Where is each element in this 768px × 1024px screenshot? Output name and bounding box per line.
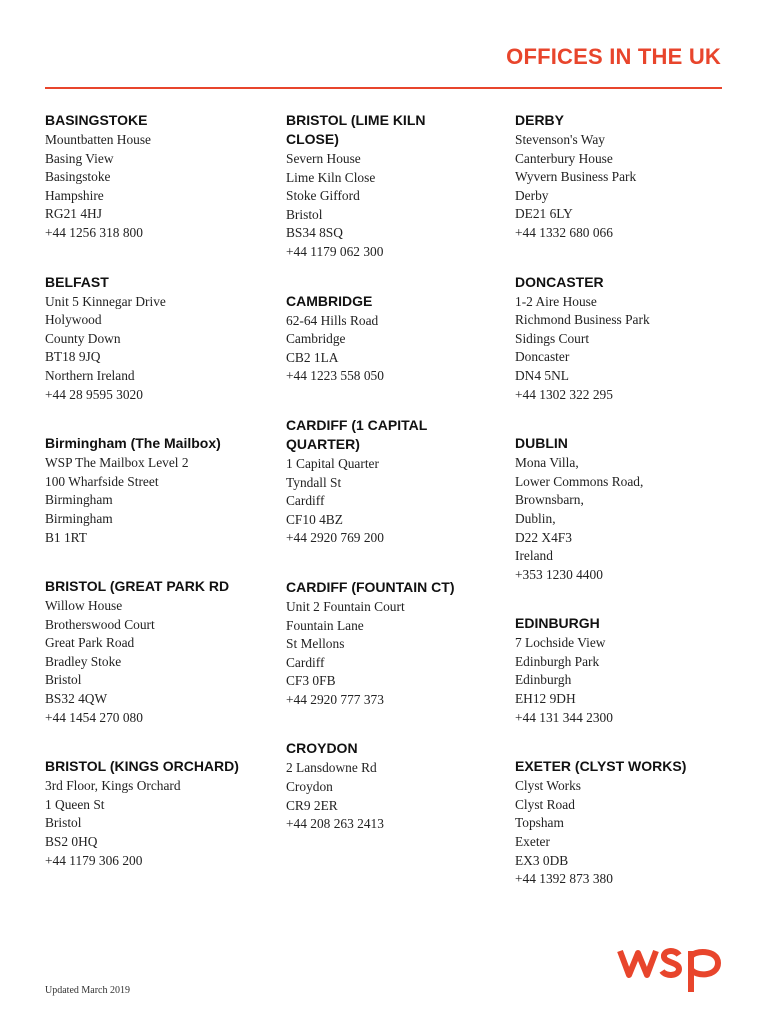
office-column-3 [515, 111, 725, 919]
address-line: DE21 6LY [515, 206, 573, 222]
page-title: OFFICES IN THE UK [506, 44, 721, 69]
office-address [45, 454, 250, 547]
office-entry [515, 614, 725, 727]
address-line: County Down [45, 330, 121, 346]
address-line: Bristol [286, 206, 323, 222]
office-column-1 [45, 111, 250, 900]
office-name: EDINBURGH [515, 615, 600, 632]
office-address [286, 455, 476, 548]
office-name: BELFAST [45, 273, 109, 290]
address-line: Fountain Lane [286, 617, 364, 633]
address-line: +44 131 344 2300 [515, 709, 613, 725]
address-line: +44 1223 558 050 [286, 368, 384, 384]
address-line: Ireland [515, 548, 553, 564]
address-line: 3rd Floor, Kings Orchard [45, 778, 181, 794]
address-line: +44 1332 680 066 [515, 224, 613, 240]
office-address [286, 759, 476, 833]
address-line: Doncaster [515, 349, 570, 365]
office-address [515, 131, 725, 243]
address-line: 1 Queen St [45, 796, 105, 812]
office-entry [45, 111, 250, 243]
address-line: Clyst Road [515, 796, 575, 812]
address-line: Basingstoke [45, 169, 111, 185]
address-line: Stevenson's Way [515, 132, 605, 147]
address-line: B1 1RT [45, 529, 87, 545]
office-address [515, 777, 725, 889]
office-name: CARDIFF (FOUNTAIN CT) [286, 578, 455, 595]
address-line: CF10 4BZ [286, 511, 343, 527]
address-line: Hampshire [45, 187, 104, 203]
address-line: Canterbury House [515, 150, 613, 166]
office-name: Birmingham (The Mailbox) [45, 435, 221, 452]
office-name: DERBY [515, 112, 565, 128]
office-entry [286, 578, 476, 710]
address-line: Tyndall St [286, 474, 342, 490]
address-line: Dublin, [515, 510, 556, 526]
office-name: BRISTOL (GREAT PARK RD [45, 578, 230, 595]
office-name: CROYDON [286, 740, 358, 757]
address-line: +44 2920 777 373 [286, 691, 384, 707]
office-name: DONCASTER [515, 273, 604, 290]
address-line: Bristol [45, 672, 82, 688]
address-line: 7 Lochside View [515, 635, 606, 651]
address-line: Great Park Road [45, 635, 135, 651]
address-line: BS2 0HQ [45, 834, 98, 850]
address-line: Unit 2 Fountain Court [286, 598, 405, 614]
address-line: Mountbatten House [45, 132, 151, 147]
office-address [515, 634, 725, 727]
address-line: CF3 0FB [286, 673, 336, 689]
office-name: CAMBRIDGE [286, 292, 373, 309]
office-name: BASINGSTOKE [45, 112, 148, 128]
address-line: Cardiff [286, 654, 325, 670]
address-line: Richmond Business Park [515, 312, 650, 328]
office-entry [286, 416, 476, 548]
address-line: Clyst Works [515, 778, 582, 794]
address-line: +44 2920 769 200 [286, 530, 384, 546]
address-line: +44 1179 306 200 [45, 852, 143, 868]
office-name: BRISTOL (LIME KILN CLOSE) [286, 112, 426, 147]
office-entry [45, 434, 250, 547]
address-line: EX3 0DB [515, 852, 569, 868]
address-line: Croydon [286, 779, 333, 795]
office-address [45, 131, 250, 243]
address-line: Bristol [45, 815, 82, 831]
address-line: RG21 4HJ [45, 206, 102, 222]
address-line: EH12 9DH [515, 691, 576, 707]
address-line: Sidings Court [515, 330, 590, 346]
address-line: Brotherswood Court [45, 616, 155, 632]
office-address [515, 454, 725, 584]
address-line: +44 1392 873 380 [515, 871, 613, 887]
address-line: Willow House [45, 598, 123, 614]
office-address [286, 150, 476, 262]
address-line: Bradley Stoke [45, 653, 122, 669]
office-column-2 [286, 111, 476, 864]
address-line: Topsham [515, 815, 564, 831]
address-line: Lime Kiln Close [286, 169, 376, 185]
office-entry [515, 757, 725, 889]
address-line: Cardiff [286, 493, 325, 509]
office-entry [45, 757, 250, 870]
address-line: Basing View [45, 150, 114, 166]
address-line: BS32 4QW [45, 691, 108, 707]
office-address [45, 597, 250, 727]
updated-date: Updated March 2019 [45, 985, 130, 996]
office-name: CARDIFF (1 CAPITAL QUARTER) [286, 416, 428, 452]
address-line: Birmingham [45, 510, 113, 526]
address-line: St Mellons [286, 636, 345, 652]
address-line: +353 1230 4400 [515, 566, 603, 582]
title-divider [45, 87, 722, 89]
address-line: +44 1179 062 300 [286, 243, 384, 259]
office-address [45, 293, 250, 405]
address-line: +44 28 9595 3020 [45, 386, 143, 402]
address-line: +44 1256 318 800 [45, 224, 143, 240]
office-address [286, 312, 476, 386]
office-entry [286, 111, 476, 262]
address-line: Brownsbarn, [515, 492, 584, 508]
address-line: Wyvern Business Park [515, 169, 637, 185]
wsp-logo [617, 937, 723, 993]
office-entry [286, 292, 476, 386]
address-line: 100 Wharfside Street [45, 473, 159, 489]
address-line: Holywood [45, 312, 102, 328]
address-line: Unit 5 Kinnegar Drive [45, 293, 166, 309]
office-entry [515, 273, 725, 405]
address-line: Stoke Gifford [286, 188, 360, 204]
office-name: DUBLIN [515, 435, 568, 452]
address-line: 62-64 Hills Road [286, 312, 379, 328]
address-line: CR9 2ER [286, 797, 338, 813]
address-line: Cambridge [286, 331, 346, 347]
address-line: Northern Ireland [45, 367, 135, 383]
address-line: Mona Villa, [515, 455, 579, 471]
office-address [286, 598, 476, 710]
address-line: 1-2 Aire House [515, 293, 597, 309]
office-address [45, 777, 250, 870]
address-line: Exeter [515, 834, 550, 850]
address-line: Lower Commons Road, [515, 473, 644, 489]
office-name: EXETER (CLYST WORKS) [515, 758, 687, 775]
address-line: Severn House [286, 151, 361, 166]
address-line: Edinburgh [515, 672, 572, 688]
office-entry [45, 577, 250, 727]
address-line: Derby [515, 187, 549, 203]
address-line: +44 1454 270 080 [45, 709, 143, 725]
address-line: +44 208 263 2413 [286, 816, 384, 832]
address-line: DN4 5NL [515, 367, 569, 383]
address-line: BT18 9JQ [45, 349, 101, 365]
office-entry [515, 111, 725, 243]
address-line: CB2 1LA [286, 349, 339, 365]
office-address [515, 293, 725, 405]
office-name: BRISTOL (KINGS ORCHARD) [45, 758, 239, 775]
address-line: BS34 8SQ [286, 225, 343, 241]
address-line: +44 1302 322 295 [515, 386, 613, 402]
address-line: D22 X4F3 [515, 529, 572, 545]
address-line: Birmingham [45, 492, 113, 508]
address-line: Edinburgh Park [515, 653, 600, 669]
office-entry [515, 434, 725, 584]
office-entry [286, 739, 476, 833]
address-line: WSP The Mailbox Level 2 [45, 455, 189, 471]
address-line: 1 Capital Quarter [286, 455, 379, 471]
address-line: 2 Lansdowne Rd [286, 760, 377, 776]
office-entry [45, 273, 250, 405]
